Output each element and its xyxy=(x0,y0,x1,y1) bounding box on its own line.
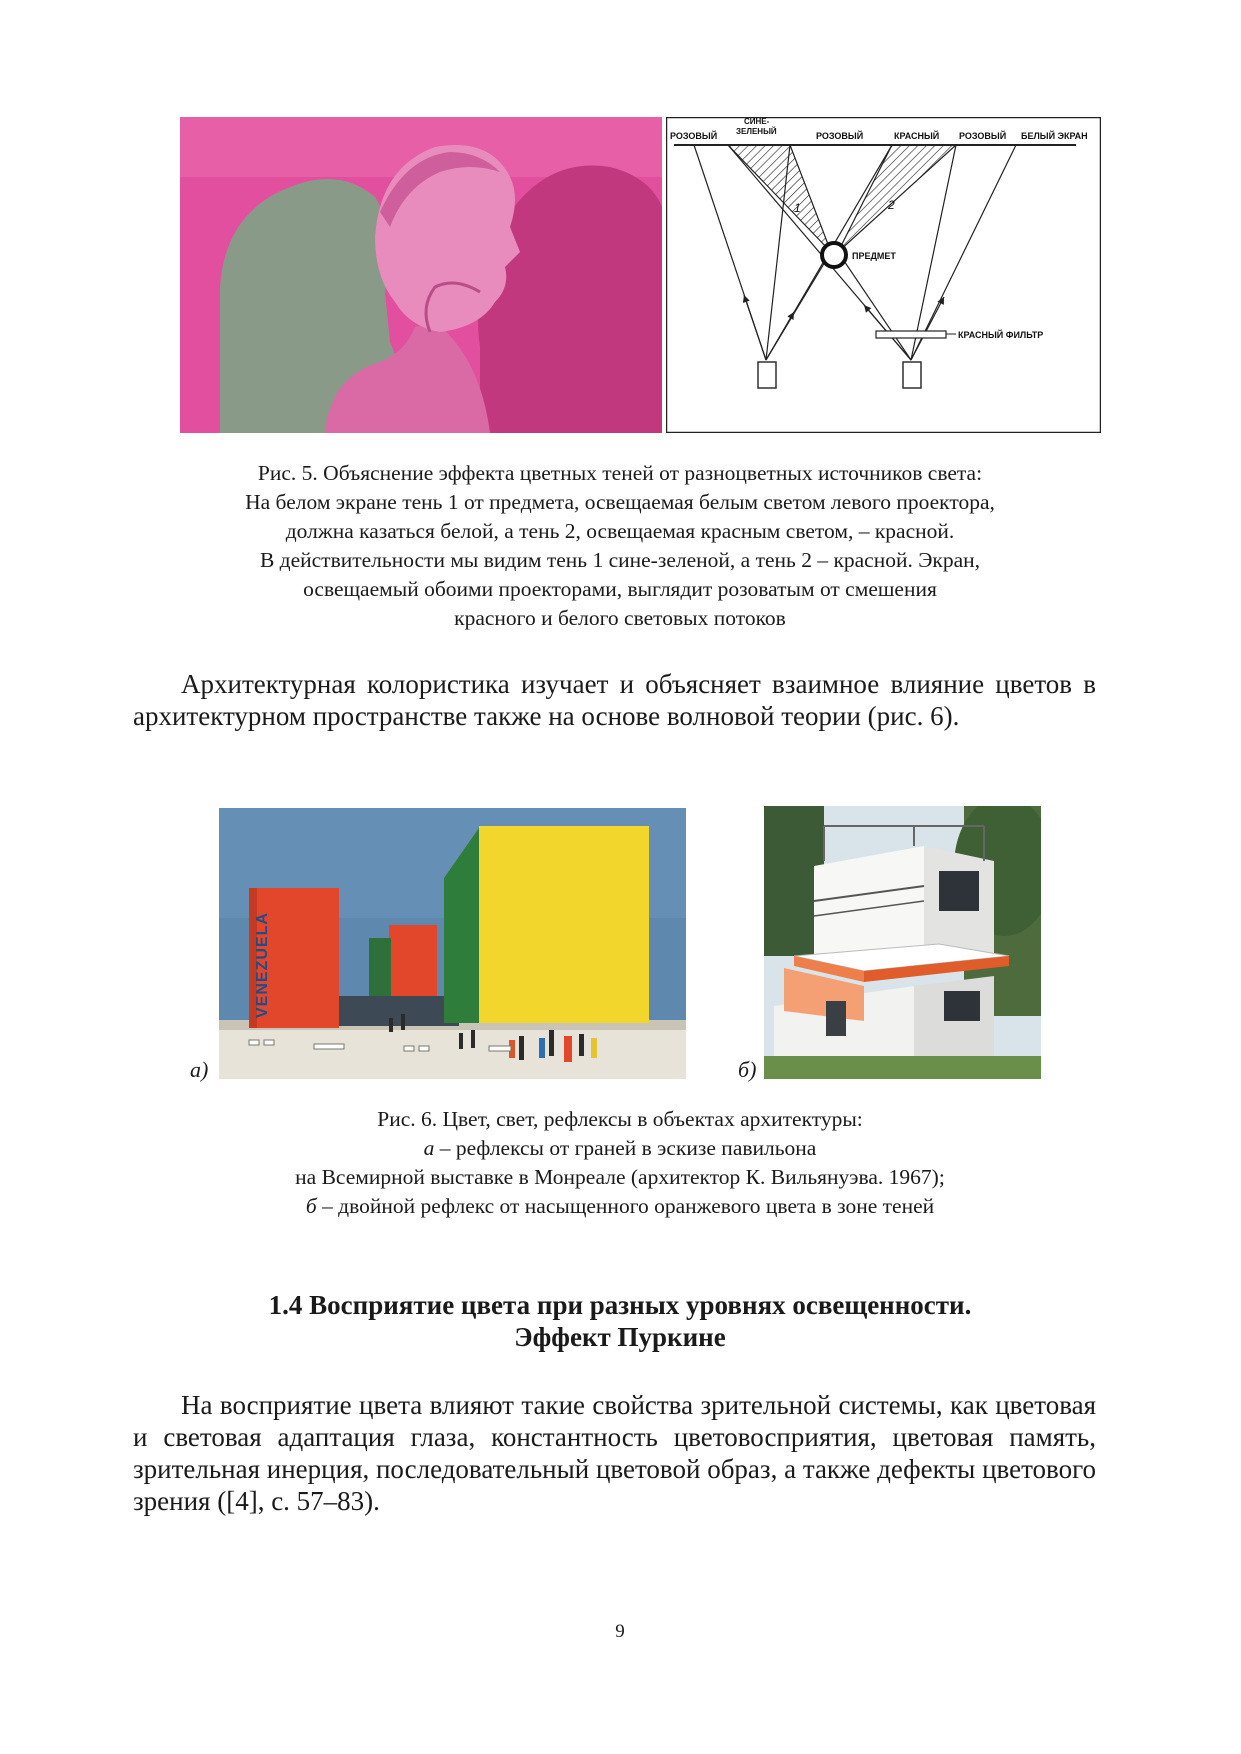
figure-5-caption xyxy=(150,459,1090,633)
figure-6-caption xyxy=(150,1105,1090,1221)
figure-6-caption-line xyxy=(150,1192,1090,1221)
figure-6-label-a: а) xyxy=(190,1057,209,1082)
figure-6b-house xyxy=(764,806,1041,1079)
label-shadow-1: 1 xyxy=(794,201,801,215)
label-cyan-line1: СИНЕ- xyxy=(744,117,770,126)
label-red-filter: КРАСНЫЙ ФИЛЬТР xyxy=(958,330,1044,340)
label-cyan-line2: ЗЕЛЕНЫЙ xyxy=(736,127,777,136)
label-pink-3: РОЗОВЫЙ xyxy=(959,131,1007,141)
figure-6-caption-line: на Всемирной выставке в Монреале (архитектор К. Вильянуэва. 1967); xyxy=(295,1165,945,1189)
label-white-screen: БЕЛЫЙ ЭКРАН xyxy=(1021,131,1088,141)
caption-text-a: – рефлексы от граней в эскизе павильона xyxy=(434,1136,817,1160)
label-object: ПРЕДМЕТ xyxy=(852,251,896,261)
figure-5-caption-line: В действительности мы видим тень 1 сине-зеленой, а тень 2 – красной. Экран, xyxy=(259,548,981,572)
label-shadow-2: 2 xyxy=(888,198,895,212)
paragraph-1-text: Архитектурная колористика изучает и объясняет взаимное влияние цветов в архитектурном пространстве также на основе волновой теории (рис. 6). xyxy=(133,669,1096,731)
figure-5-diagram xyxy=(666,117,1101,433)
page-number: 9 xyxy=(615,1621,625,1642)
caption-letter-b: б xyxy=(305,1194,317,1218)
section-heading-line: Эффект Пуркине xyxy=(514,1322,726,1352)
figure-6-caption-line xyxy=(150,1134,1090,1163)
figure-6-caption-line: Рис. 6. Цвет, свет, рефлексы в объектах архитектуры: xyxy=(377,1107,863,1131)
pavilion-sign: VENEZUELA xyxy=(254,912,271,1018)
section-heading-line: 1.4 Восприятие цвета при разных уровнях освещенности. xyxy=(268,1290,972,1320)
figure-5-caption-line: красного и белого световых потоков xyxy=(454,606,786,630)
caption-text-b: – двойной рефлекс от насыщенного оранжевого цвета в зоне теней xyxy=(316,1194,935,1218)
paragraph-2-text: На восприятие цвета влияют такие свойства зрительной системы, как цветовая и световая адаптация глаза, константность цветовосприятия, цветовая память, зрительная инерция, последовательный цветовой образ, а также дефекты цветового зрения ([4], с. 57–83). xyxy=(133,1390,1096,1516)
figure-6-label-b: б) xyxy=(738,1057,757,1082)
caption-letter-a: а xyxy=(423,1136,435,1160)
paragraph-1 xyxy=(133,668,1096,732)
figure-5-caption-line: Рис. 5. Объяснение эффекта цветных теней от разноцветных источников света: xyxy=(257,461,983,485)
label-red: КРАСНЫЙ xyxy=(894,131,940,141)
figure-5-caption-line: освещаемый обоими проекторами, выглядит розоватым от смешения xyxy=(303,577,937,601)
figure-5-caption-line: должна казаться белой, а тень 2, освещаемая красным светом, – красной. xyxy=(285,519,955,543)
label-pink-1: РОЗОВЫЙ xyxy=(670,131,718,141)
paragraph-2 xyxy=(133,1389,1096,1517)
figure-6a-pavilion xyxy=(219,808,686,1079)
figure-5-caption-line: На белом экране тень 1 от предмета, освещаемая белым светом левого проектора, xyxy=(245,490,995,514)
label-pink-2: РОЗОВЫЙ xyxy=(816,131,864,141)
figure-5-photo xyxy=(180,117,662,433)
section-heading xyxy=(150,1289,1090,1353)
